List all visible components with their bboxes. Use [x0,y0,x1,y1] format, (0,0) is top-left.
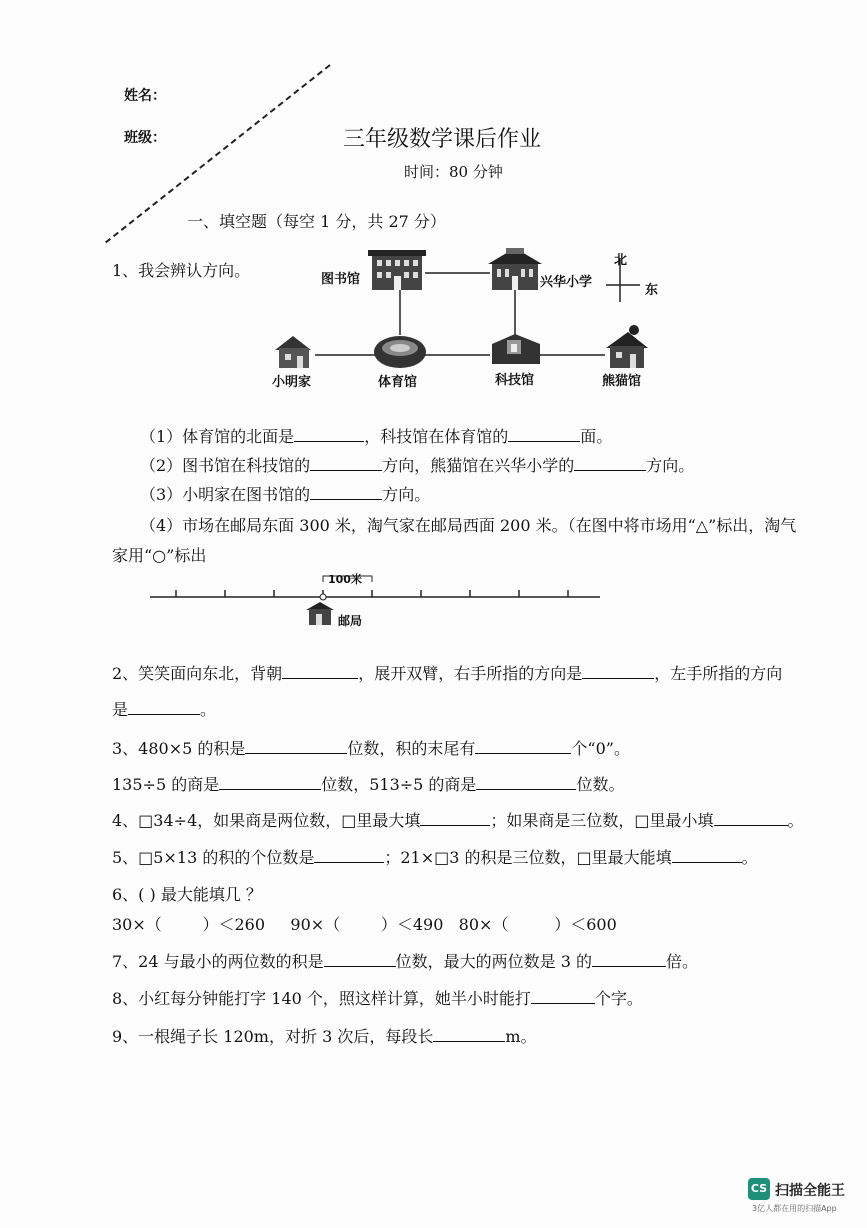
page-title: 三年级数学课后作业 [343,127,542,152]
answer-blank[interactable] [714,809,788,826]
map-label-library: 图书馆 [321,272,361,287]
section-heading: 一、填空题（每空 1 分，共 27 分） [187,212,446,231]
class-label: 班级： [124,130,166,146]
house-icon [275,336,311,368]
post-office-label: 邮局 [338,614,363,628]
answer-blank[interactable] [582,662,654,679]
map-label-panda: 熊猫馆 [602,374,642,389]
answer-blank[interactable] [324,950,396,967]
map-label-home: 小明家 [272,375,312,390]
answer-blank[interactable] [314,846,384,863]
q7-line: 7、24 与最小的两位数的积是 位数，最大的两位数是 3 的 倍。 [112,952,699,971]
school-icon [488,248,542,290]
number-line [148,570,608,630]
map-label-science: 科技馆 [495,373,535,388]
q1-sub4-line1: （4）市场在邮局东面 300 米，淘气家在邮局西面 200 米。（在图中将市场用“△”标出，淘气 [140,516,797,535]
q1-title: 1、我会辨认方向。 [112,261,251,280]
scanner-logo-icon: CS [748,1178,770,1200]
q5-line: 5、□5×13 的积的个位数是 ；21×□3 的积是三位数，□里最大能填 。 [112,848,758,867]
q1-sub4-line2: 家用“○”标出 [112,546,207,565]
map-label-east: 东 [645,283,659,298]
q6-title: 6、( ) 最大能填几 ？ [112,885,262,904]
q1-sub2: （2）图书馆在科技馆的 方向，熊猫馆在兴华小学的 方向。 [140,456,695,475]
answer-blank[interactable] [508,425,580,442]
map-label-north: 北 [614,253,628,268]
q2-line1: 2、笑笑面向东北，背朝 ，展开双臂，右手所指的方向是 ，左手所指的方向 [112,664,783,683]
answer-blank[interactable] [672,846,742,863]
answer-blank[interactable] [310,454,382,471]
answer-blank[interactable] [475,737,571,754]
time-limit: 时间：80 分钟 [404,163,503,181]
q1-sub1: （1）体育馆的北面是 ，科技馆在体育馆的 面。 [140,427,613,446]
q3-line2: 135÷5 的商是 位数，513÷5 的商是 位数。 [112,775,625,794]
gym-icon [374,336,426,368]
library-icon [368,250,426,290]
answer-blank[interactable] [433,1025,505,1042]
q6-line: 30×（ ）＜260 90×（ ）＜490 80×（ ）＜600 [112,915,617,934]
map-label-school: 兴华小学 [540,275,593,290]
map-label-gym: 体育馆 [378,375,418,390]
answer-blank[interactable] [476,773,576,790]
q2-line2: 是 。 [112,700,217,719]
answer-blank[interactable] [420,809,490,826]
answer-blank[interactable] [310,483,382,500]
answer-blank[interactable] [219,773,321,790]
science-icon [492,334,540,364]
answer-blank[interactable] [294,425,364,442]
q8-line: 8、小红每分钟能打字 140 个，照这样计算，她半小时能打 个字。 [112,989,643,1008]
answer-blank[interactable] [592,950,666,967]
direction-map [260,240,670,390]
q3-line1: 3、480×5 的积是 位数，积的末尾有 个“0”。 [112,739,630,758]
panda-house-icon [606,325,648,368]
post-office-icon [306,602,334,625]
q9-line: 9、一根绳子长 120m，对折 3 次后，每段长 m。 [112,1027,537,1046]
scale-label: 100米 [328,573,362,586]
name-label: 姓名： [124,88,166,104]
scanner-tagline: 3亿人都在用的扫描App [752,1204,837,1213]
answer-blank[interactable] [245,737,347,754]
answer-blank[interactable] [282,662,358,679]
scanner-app-name: 扫描全能王 [775,1183,845,1199]
q1-sub3: （3）小明家在图书馆的 方向。 [140,485,431,504]
answer-blank[interactable] [531,987,595,1004]
q4-line: 4、□34÷4，如果商是两位数，□里最大填 ；如果商是三位数，□里最小填 。 [112,811,804,830]
answer-blank[interactable] [128,698,200,715]
answer-blank[interactable] [574,454,646,471]
